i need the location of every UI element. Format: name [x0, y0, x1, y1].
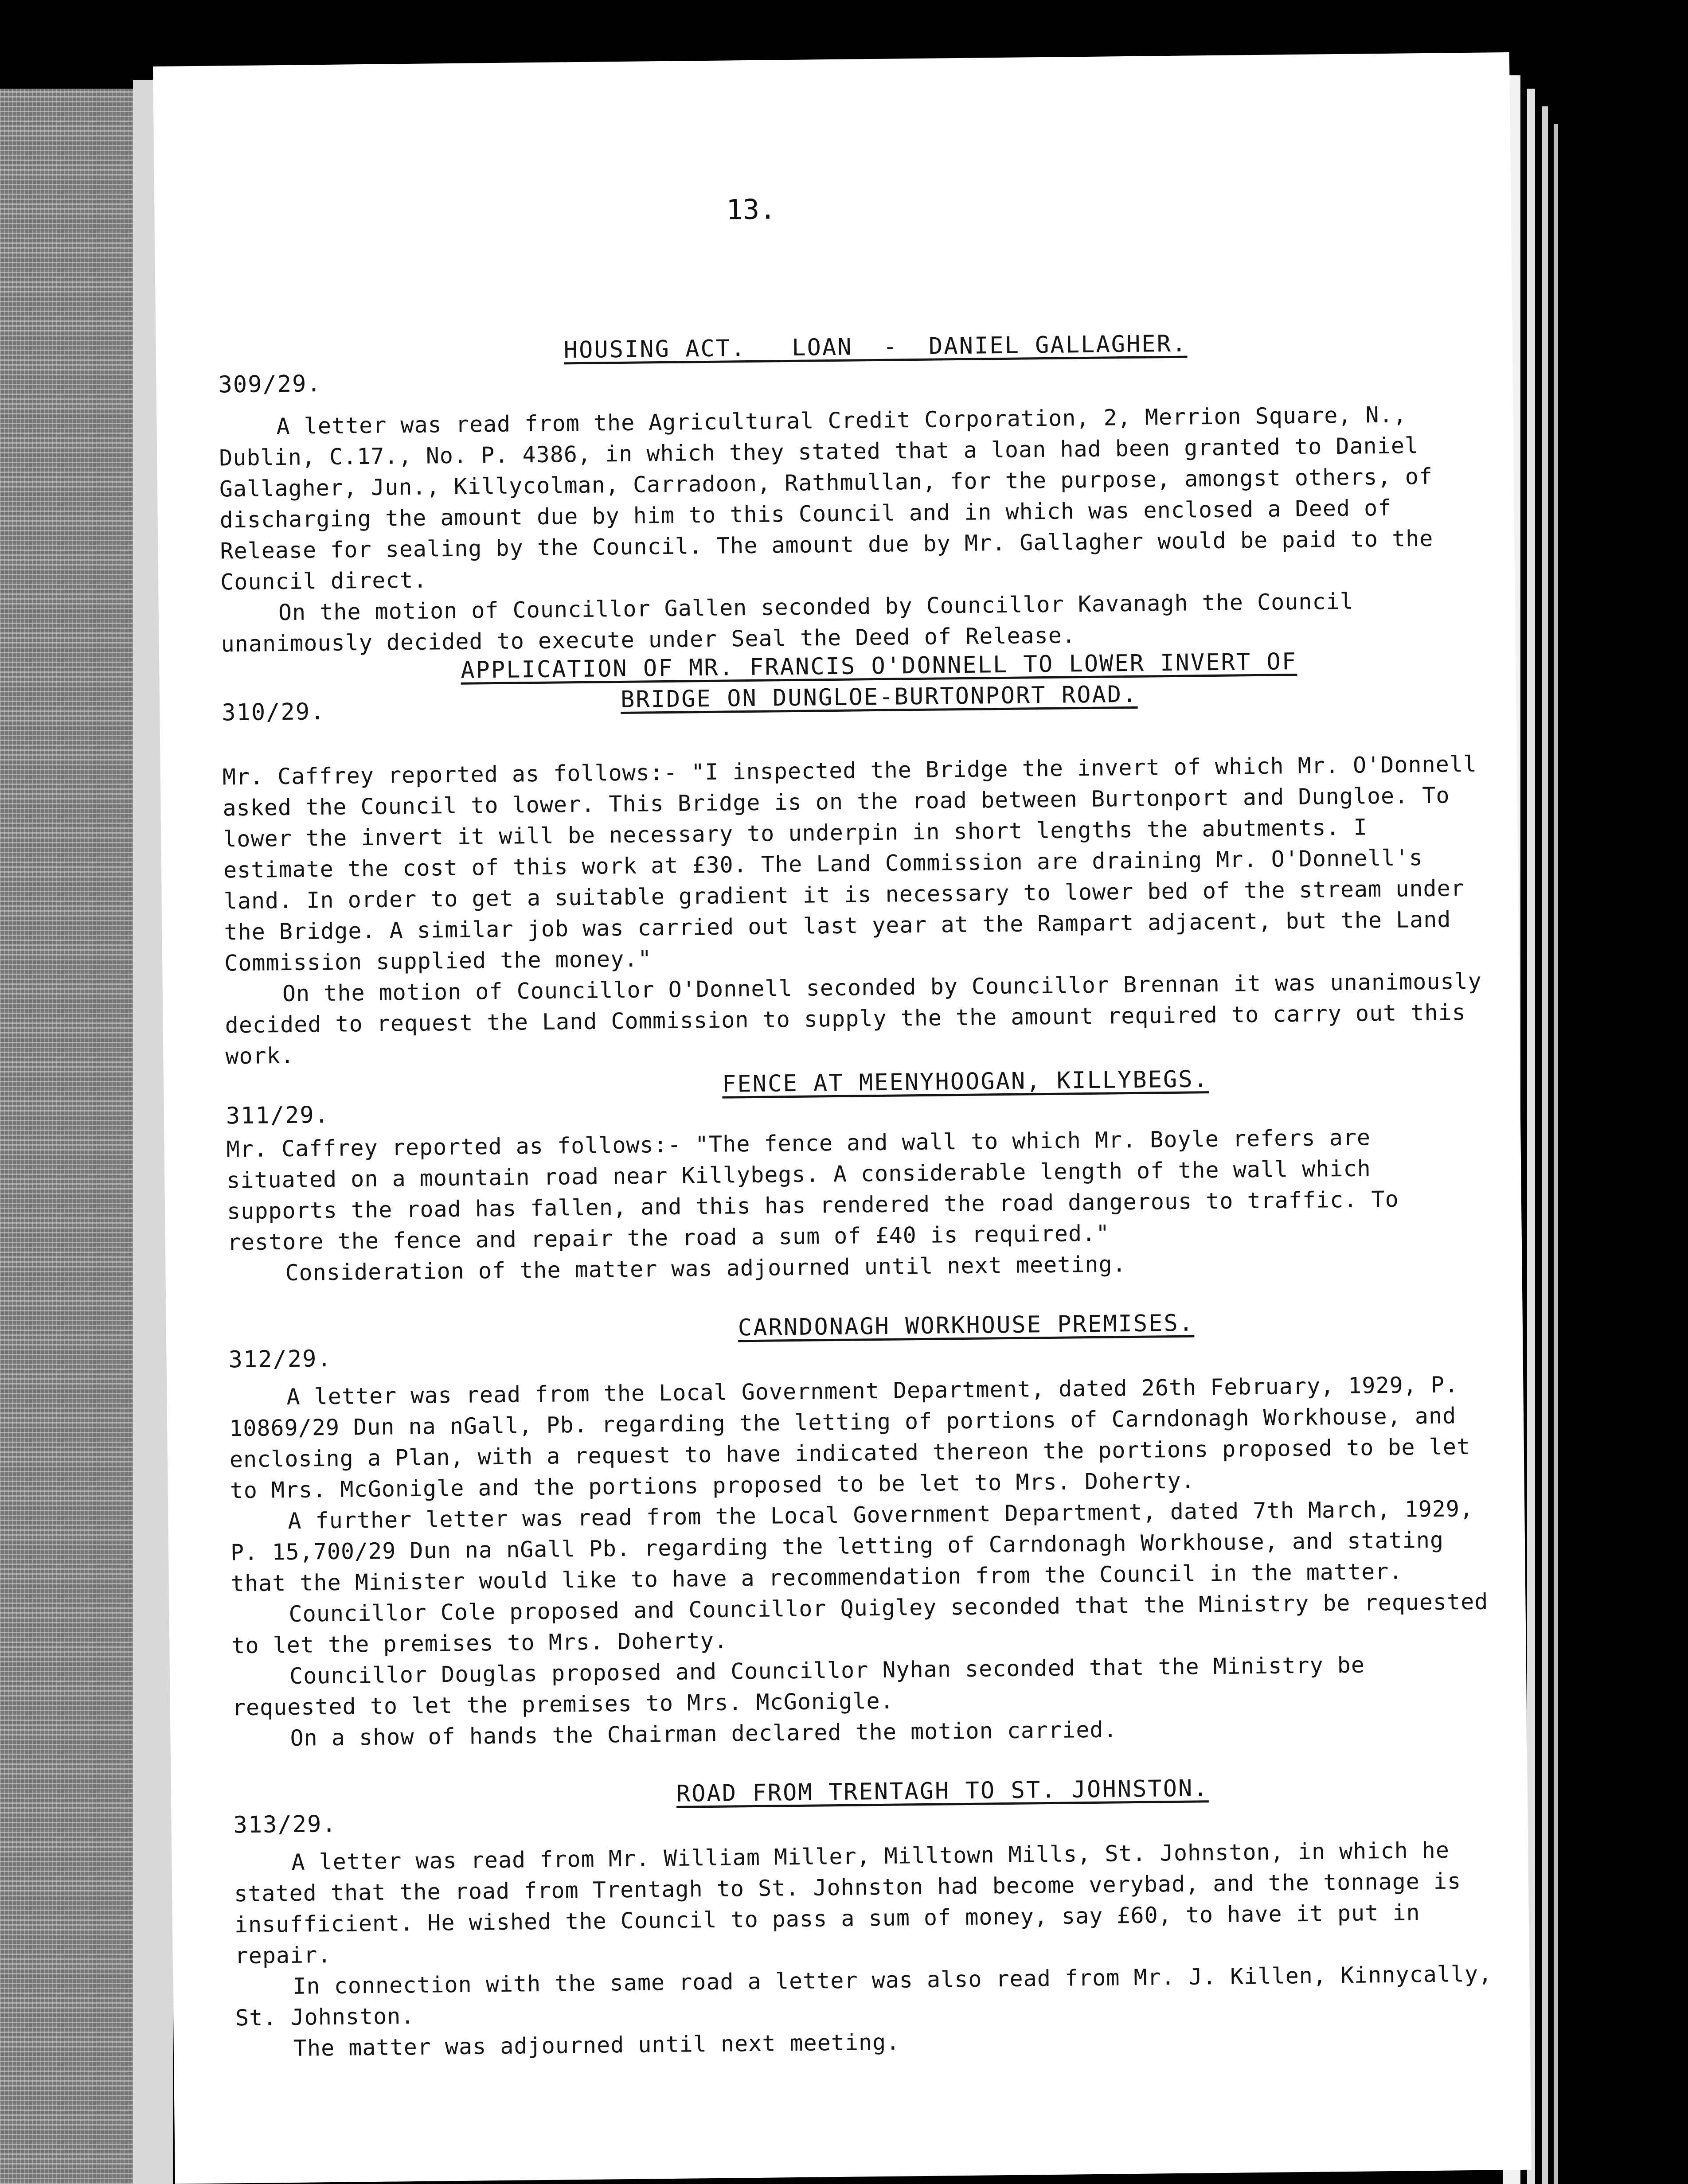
paragraph: Mr. Caffrey reported as follows:- "I inspected the Bridge the invert of which Mr. O'Donnell asked the Council to lower. This Bridge is on the road between Burtonport and Dungloe. To lower the invert it will be necessary to underpin in short lengths the abutments. I estimate the cost of this work at £30. The Land Commission are draining Mr. O'Donnell's land. In order to get a suitable gradient it is necessary to lower bed of the stream under the Bridge. A similar job was carried out last year at the Rampart adjacent, but the Land Commission supplied the money.": [222, 751, 1477, 976]
minute-title: BRIDGE ON DUNGLOE-BURTONPORT ROAD.: [620, 681, 1138, 714]
paragraph: On the motion of Councillor Gallen seconded by Councillor Kavanagh the Council unanimously decided to execute under Seal the Deed of Release.: [221, 588, 1354, 657]
minute-title: ROAD FROM TRENTAGH TO ST. JOHNSTON.: [676, 1775, 1209, 1807]
minute-title: APPLICATION OF MR. FRANCIS O'DONNELL TO LOWER INVERT OF: [460, 648, 1297, 684]
minute-number: 312/29.: [228, 1345, 332, 1373]
minute-title: HOUSING ACT. LOAN - DANIEL GALLAGHER.: [563, 330, 1188, 364]
paragraph: A letter was read from the Local Government Department, dated 26th February, 1929, P. 10869/29 Dun na nGall, Pb. regarding the letting of portions of Carndonagh Workhouse, and enclosing a Plan, with a request to have indicated thereon the portions proposed to be let to Mrs. McGonigle and the portions proposed to be let to Mrs. Doherty.: [229, 1372, 1471, 1504]
minute-body: [222, 748, 1493, 1072]
paragraph: Councillor Douglas proposed and Councillor Nyhan seconded that the Ministry be requested to let the premises to Mrs. McGonigle.: [232, 1652, 1365, 1721]
minute-body: [229, 1369, 1500, 1754]
paragraph: On a show of hands the Chairman declared the motion carried.: [290, 1716, 1118, 1751]
minute-title: FENCE AT MEENYHOOGAN, KILLYBEGS.: [722, 1066, 1209, 1098]
paragraph: A further letter was read from the Local Government Department, dated 7th March, 1929, P. 15,700/29 Dun na nGall Pb. regarding the letting of Carndonagh Workhouse, and stating that the Minister would like to have a recommendation from the Council in the matter.: [230, 1495, 1474, 1597]
page-stack-edge: [1542, 106, 1548, 2184]
minute-title: CARNDONAGH WORKHOUSE PREMISES.: [738, 1310, 1195, 1342]
minute-section: [218, 314, 1485, 657]
minute-body: [219, 398, 1489, 660]
minute-body: [226, 1120, 1496, 1289]
page-stack-edge: [1554, 124, 1558, 2184]
document-page: [153, 52, 1532, 2184]
minute-number: 309/29.: [218, 370, 322, 398]
minute-section: [233, 1772, 1501, 2061]
paragraph: A letter was read from the Agricultural Credit Corporation, 2, Merrion Square, N., Dublin, C.17., No. P. 4386, in which they stated that a loan had been granted to Daniel Gallagher, Jun., Killycolman, Carradoon, Rathmullan, for the purpose, amongst others, of discharging the amount due by him to this Council and in which was enclosed a Deed of Release for sealing by the Council. The amount due by Mr. Gallagher would be paid to the Council direct.: [219, 402, 1434, 595]
minute-number: 311/29.: [226, 1101, 330, 1130]
minute-body: [234, 1834, 1504, 2064]
paragraph: In connection with the same road a letter was also read from Mr. J. Killen, Kinnycally, St. Johnston.: [235, 1961, 1493, 2031]
paragraph: The matter was adjourned until next meeting.: [293, 2029, 900, 2061]
paragraph: Councillor Cole proposed and Councillor Quigley seconded that the Ministry be requested to let the premises to Mrs. Doherty.: [231, 1588, 1489, 1659]
minute-section: [228, 1306, 1496, 1751]
paragraph: Mr. Caffrey reported as follows:- "The fence and wall to which Mr. Boyle refers are situated on a mountain road near Killybegs. A considerable length of the wall which supports the road has fallen, and this has rendered the road dangerous to traffic. To restore the fence and repair the road a sum of £40 is required.": [226, 1124, 1399, 1256]
paragraph: Consideration of the matter was adjourned until next meeting.: [285, 1251, 1126, 1286]
paragraph: A letter was read from Mr. William Miller, Milltown Mills, St. Johnston, in which he stated that the road from Trentagh to St. Johnston had become verybad, and the tonnage is insufficient. He wished the Council to pass a sum of money, say £60, to have it put in repair.: [234, 1837, 1461, 1969]
paragraph: On the motion of Councillor O'Donnell seconded by Councillor Brennan it was unanimously decided to request the Land Commission to supply the the amount required to carry out this work.: [225, 968, 1482, 1069]
page-number: 13.: [726, 193, 776, 226]
minute-number: 313/29.: [233, 1810, 337, 1839]
minute-number: 310/29.: [221, 698, 325, 726]
